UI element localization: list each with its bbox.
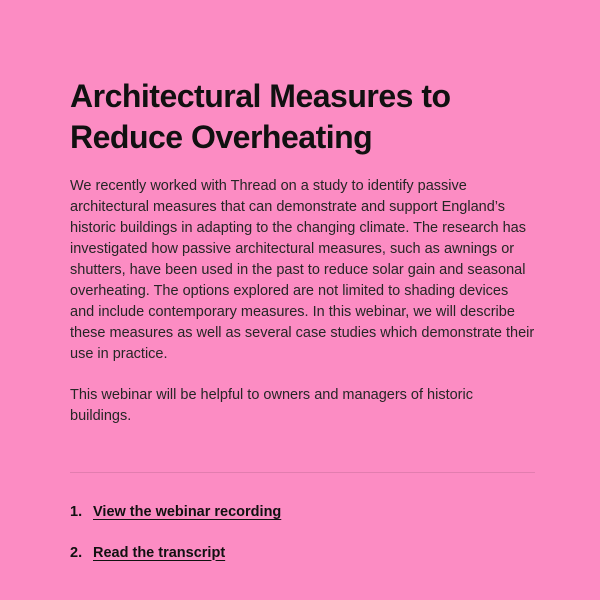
page-title: Architectural Measures to Reduce Overheating	[70, 78, 451, 155]
list-item	[70, 505, 535, 520]
audience-paragraph: This webinar will be helpful to owners and managers of historic buildings.	[70, 387, 473, 424]
webinar-recording-link[interactable]: View the webinar recording	[93, 504, 282, 520]
list-number: 2.	[70, 544, 83, 561]
list-item	[70, 546, 535, 561]
resource-list	[70, 505, 535, 560]
list-number: 1.	[70, 504, 83, 520]
divider	[70, 472, 535, 473]
transcript-link[interactable]: Read the transcript	[93, 544, 226, 561]
intro-paragraph: We recently worked with Thread on a study to identify passive architectural measures that can demonstrate and support England’s historic buildings in adapting to the changing climate. The research has investigated how passive architectural measures, such as awnings or shutters, have been used in the past to reduce solar gain and seasonal overheating. The options explored are not limited to shading devices and include contemporary measures. In this webinar, we will describe these measures as well as several case studies which demonstrate their use in practice.	[70, 178, 535, 362]
